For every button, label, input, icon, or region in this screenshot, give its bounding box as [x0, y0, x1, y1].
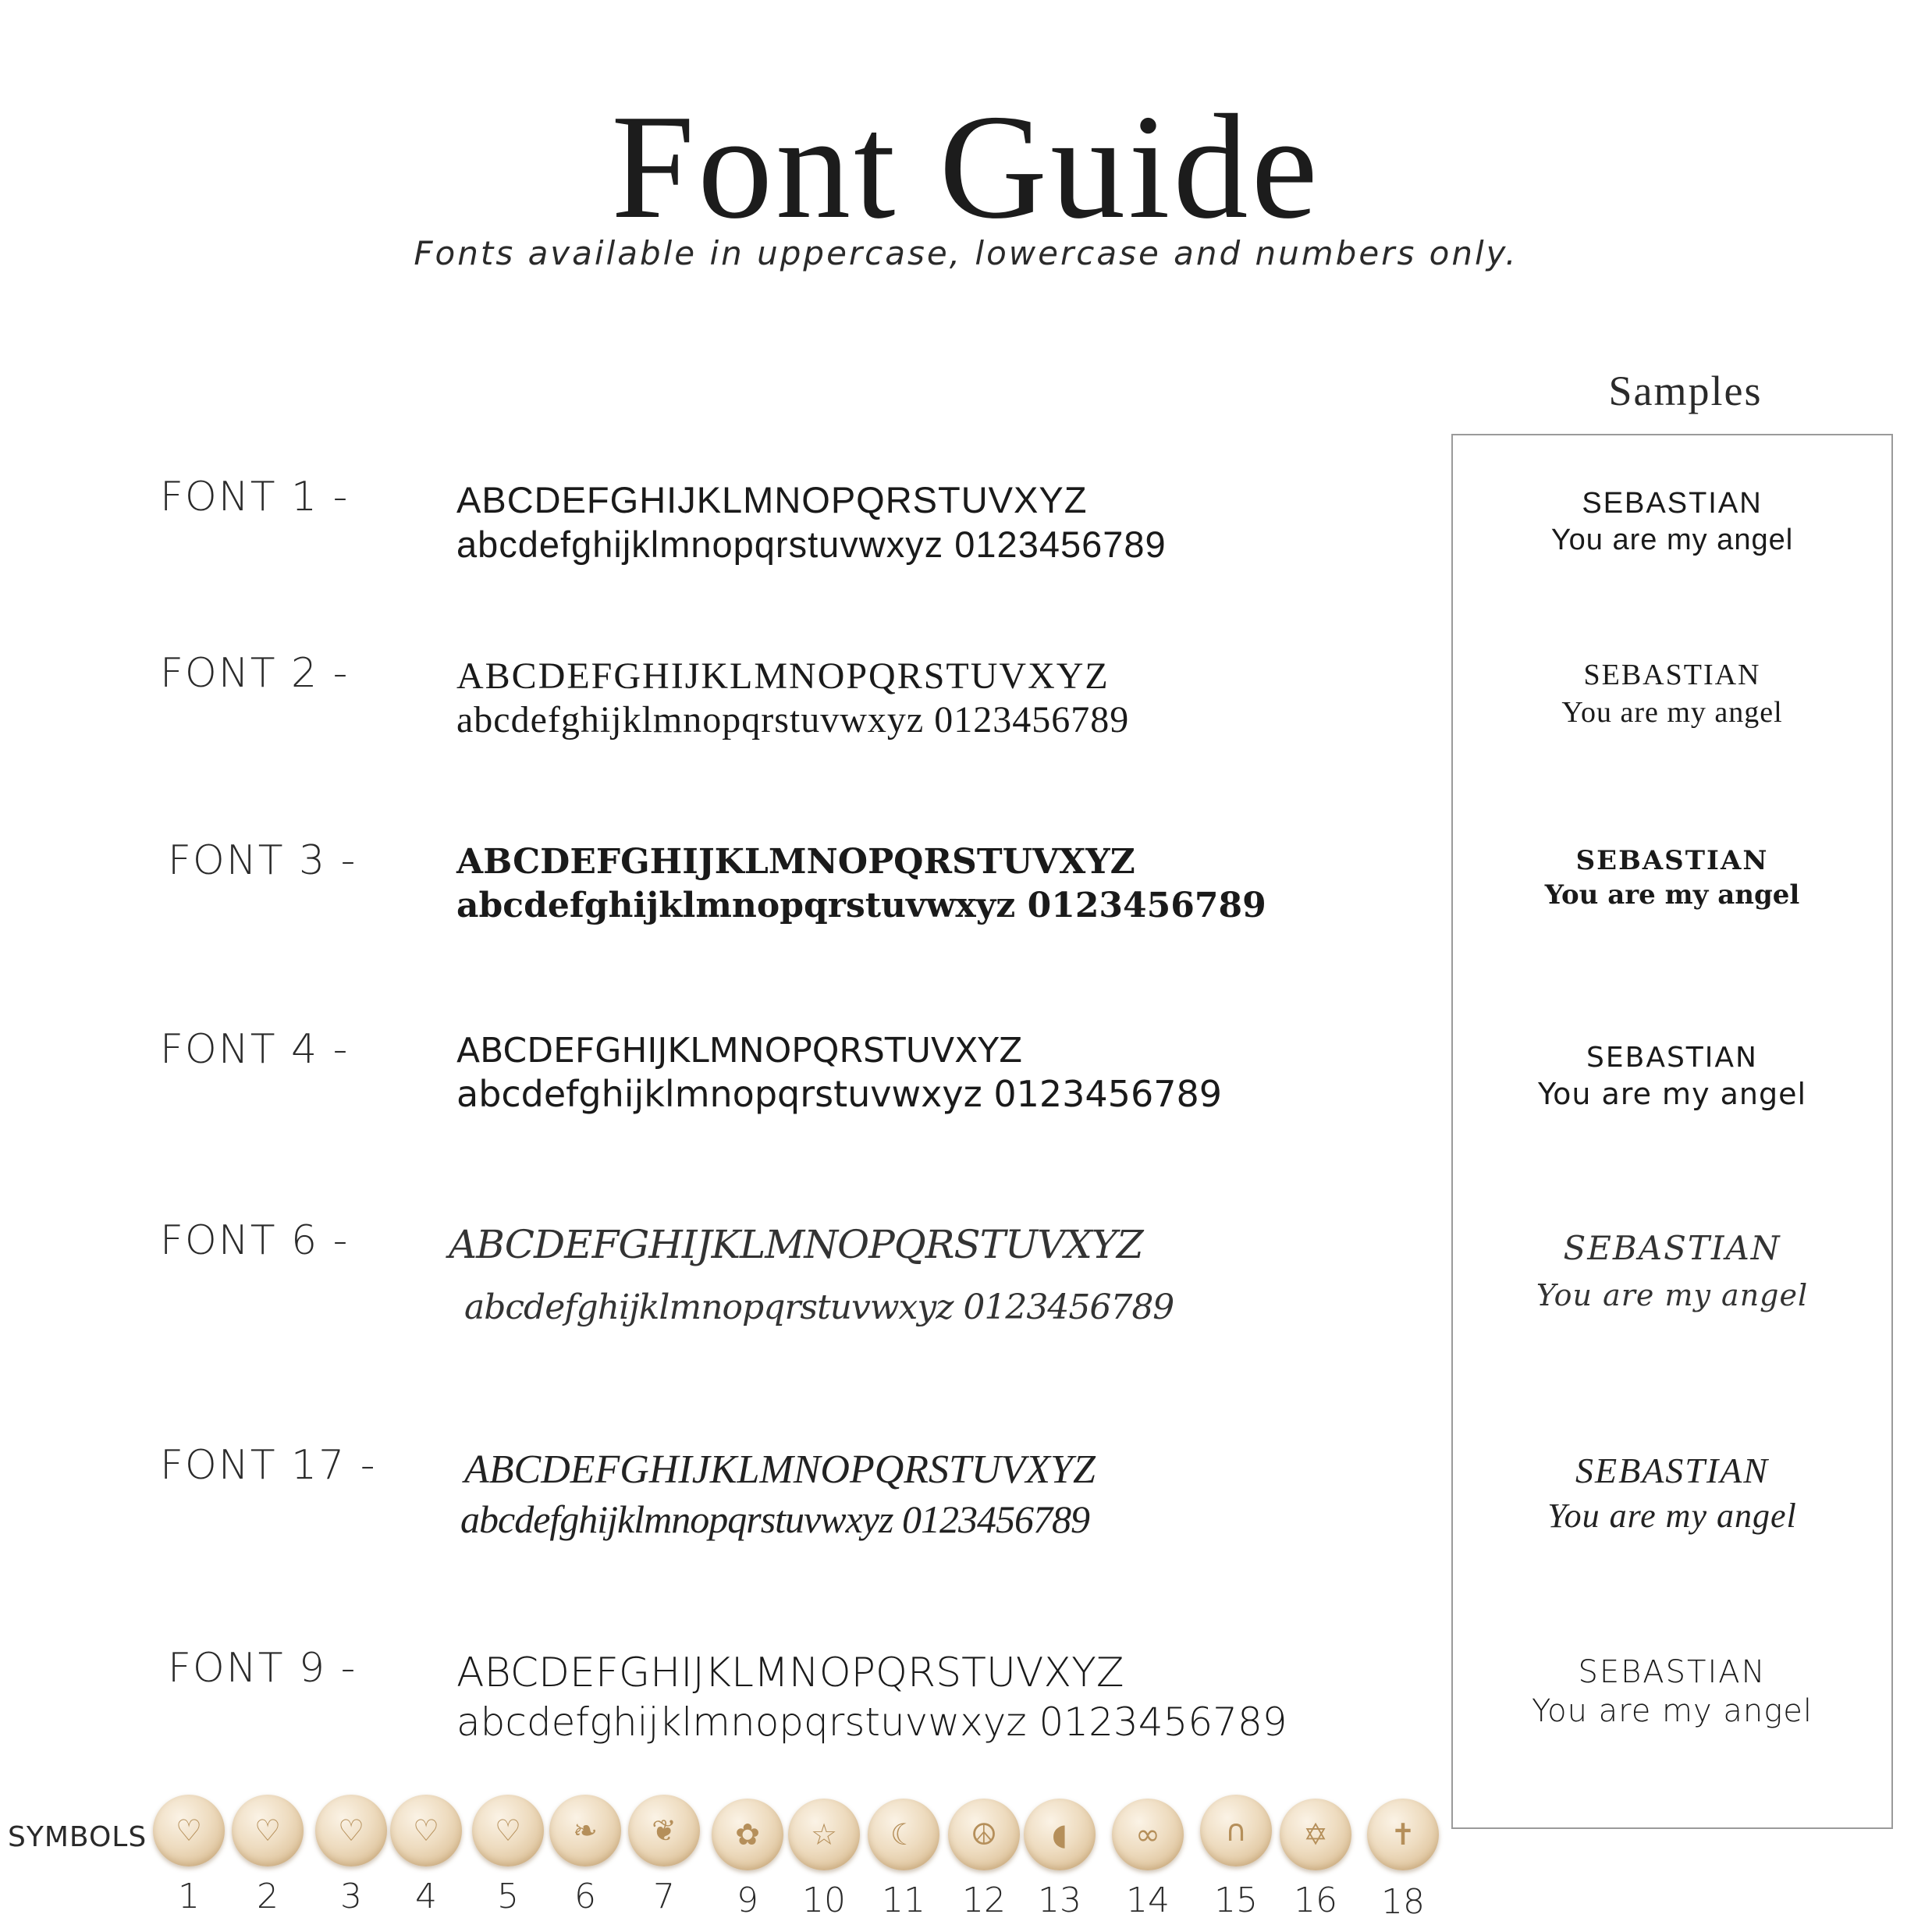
- sample-font-1: [1453, 487, 1891, 557]
- sample-phrase: You are my angel: [1547, 1497, 1797, 1535]
- sample-font-4: [1453, 1042, 1891, 1111]
- flower-icon: ✿: [735, 1817, 760, 1852]
- font-lowercase-sample: abcdefghijklmnopqrstuvwxyz 0123456789: [456, 1699, 1287, 1745]
- sample-phrase: You are my angel: [1537, 1077, 1807, 1111]
- symbol-number: 15: [1214, 1881, 1258, 1920]
- symbol-11-charm: [868, 1799, 939, 1870]
- font-label: FONT 17 -: [160, 1442, 377, 1489]
- symbol-2-charm: [232, 1795, 304, 1866]
- symbols-label: SYMBOLS: [8, 1821, 147, 1853]
- symbol-number: 3: [340, 1877, 362, 1916]
- font-uppercase-sample: ABCDEFGHIJKLMNOPQRSTUVXYZ: [464, 1447, 1096, 1492]
- symbol-number: 18: [1381, 1882, 1425, 1922]
- font-lowercase-sample: abcdefghijklmnopqrstuvwxyz 0123456789: [456, 524, 1167, 565]
- peace-sign-icon: ☮: [970, 1817, 998, 1852]
- symbol-number: 9: [737, 1881, 758, 1920]
- symbol-number: 2: [257, 1877, 279, 1916]
- sample-name: SEBASTIAN: [1563, 1229, 1781, 1267]
- symbol-number: 12: [962, 1881, 1006, 1920]
- font-lowercase-sample: abcdefghijklmnopqrstuvwxyz 0123456789: [456, 886, 1266, 925]
- sample-phrase: You are my angel: [1531, 1693, 1813, 1729]
- font-row-3: [0, 837, 1451, 962]
- symbol-7-charm: [628, 1795, 700, 1866]
- infinity-icon: ∞: [1135, 1817, 1160, 1852]
- symbol-6-charm: [549, 1795, 621, 1866]
- symbol-18-charm: [1367, 1799, 1439, 1870]
- symbol-13-charm: [1024, 1799, 1096, 1870]
- symbol-12-charm: [948, 1799, 1020, 1870]
- font-uppercase-sample: ABCDEFGHIJKLMNOPQRSTUVXYZ: [456, 479, 1088, 520]
- font-label: FONT 3 -: [168, 837, 357, 884]
- symbol-number: 16: [1294, 1881, 1337, 1920]
- symbol-14-charm: [1112, 1799, 1184, 1870]
- font-row-4: [0, 1026, 1451, 1151]
- font-row-6: [0, 1217, 1451, 1342]
- sample-font-2: [1453, 658, 1891, 730]
- page-subtitle: Fonts available in uppercase, lowercase and numbers only.: [414, 234, 1518, 272]
- star-icon: ☆: [810, 1817, 838, 1852]
- symbol-number: 13: [1038, 1881, 1081, 1920]
- symbol-number: 10: [802, 1881, 846, 1920]
- sample-name: SEBASTIAN: [1578, 1654, 1767, 1690]
- font-uppercase-sample: ABCDEFGHIJKLMNOPQRSTUVXYZ: [456, 655, 1110, 697]
- sample-name: SEBASTIAN: [1582, 487, 1763, 520]
- symbol-number: 4: [415, 1877, 437, 1916]
- font-uppercase-sample: ABCDEFGHIJKLMNOPQRSTUVXYZ: [456, 842, 1135, 882]
- heart-outline-icon: ♡: [494, 1813, 522, 1848]
- horseshoe-icon: ∩: [1225, 1813, 1247, 1848]
- sample-name: SEBASTIAN: [1575, 1451, 1769, 1490]
- samples-heading: Samples: [1608, 368, 1763, 414]
- font-lowercase-sample: abcdefghijklmnopqrstuvwxyz 0123456789: [456, 699, 1130, 740]
- font-uppercase-sample: ABCDEFGHIJKLMNOPQRSTUVXYZ: [456, 1031, 1023, 1071]
- symbol-1-charm: [153, 1795, 225, 1866]
- symbol-16-charm: [1280, 1799, 1351, 1870]
- footprint-icon: ◖: [1051, 1817, 1068, 1852]
- font-label: FONT 6 -: [160, 1217, 350, 1264]
- symbol-4-charm: [390, 1795, 462, 1866]
- star-of-david-icon: ✡: [1303, 1817, 1328, 1852]
- samples-panel: [1451, 434, 1893, 1829]
- symbol-number: 7: [653, 1877, 675, 1916]
- sample-font-17: [1453, 1450, 1891, 1536]
- heart-outline-icon: ♡: [254, 1813, 282, 1848]
- moon-icon: ☾: [890, 1817, 918, 1852]
- symbol-number: 6: [574, 1877, 596, 1916]
- font-row-17: [0, 1442, 1451, 1567]
- sample-font-6: [1453, 1229, 1891, 1312]
- sample-name: SEBASTIAN: [1575, 845, 1769, 876]
- font-lowercase-sample: abcdefghijklmnopqrstuvwxyz 0123456789: [460, 1497, 1089, 1541]
- page-title: Font Guide: [611, 83, 1321, 250]
- symbol-10-charm: [788, 1799, 860, 1870]
- symbol-number: 14: [1126, 1881, 1170, 1920]
- sample-font-9: [1453, 1654, 1891, 1729]
- sample-phrase: You are my angel: [1544, 879, 1800, 911]
- symbol-5-charm: [472, 1795, 544, 1866]
- heart-outline-icon: ♡: [337, 1813, 365, 1848]
- symbol-number: 11: [882, 1881, 925, 1920]
- sample-phrase: You are my angel: [1561, 696, 1783, 729]
- sample-name: SEBASTIAN: [1586, 1042, 1758, 1074]
- sample-phrase: You are my angel: [1550, 524, 1794, 556]
- font-row-9: [0, 1645, 1451, 1770]
- font-uppercase-sample: ABCDEFGHIJKLMNOPQRSTUVXYZ: [456, 1650, 1124, 1696]
- font-row-2: [0, 650, 1451, 775]
- sample-name: SEBASTIAN: [1583, 659, 1761, 691]
- symbol-9-charm: [712, 1799, 783, 1870]
- paisley-icon: ❧: [573, 1813, 598, 1848]
- font-lowercase-sample: abcdefghijklmnopqrstuvwxyz 0123456789: [464, 1287, 1174, 1327]
- symbol-number: 5: [497, 1877, 519, 1916]
- font-label: FONT 9 -: [168, 1645, 357, 1692]
- sample-phrase: You are my angel: [1536, 1278, 1809, 1312]
- symbol-number: 1: [178, 1877, 200, 1916]
- sample-font-3: [1453, 845, 1891, 911]
- font-uppercase-sample: ABCDEFGHIJKLMNOPQRSTUVXYZ: [449, 1222, 1143, 1267]
- symbol-3-charm: [315, 1795, 387, 1866]
- heart-outline-icon: ♡: [175, 1813, 203, 1848]
- font-lowercase-sample: abcdefghijklmnopqrstuvwxyz 0123456789: [456, 1073, 1223, 1115]
- font-row-1: [0, 474, 1451, 598]
- font-label: FONT 4 -: [160, 1026, 350, 1073]
- heart-double-outline-icon: ♡: [412, 1813, 440, 1848]
- cross-icon: ✝: [1390, 1817, 1415, 1852]
- font-label: FONT 1 -: [160, 474, 350, 520]
- symbol-15-charm: [1200, 1795, 1272, 1866]
- leaf-icon: ❦: [652, 1813, 677, 1848]
- font-label: FONT 2 -: [160, 650, 350, 697]
